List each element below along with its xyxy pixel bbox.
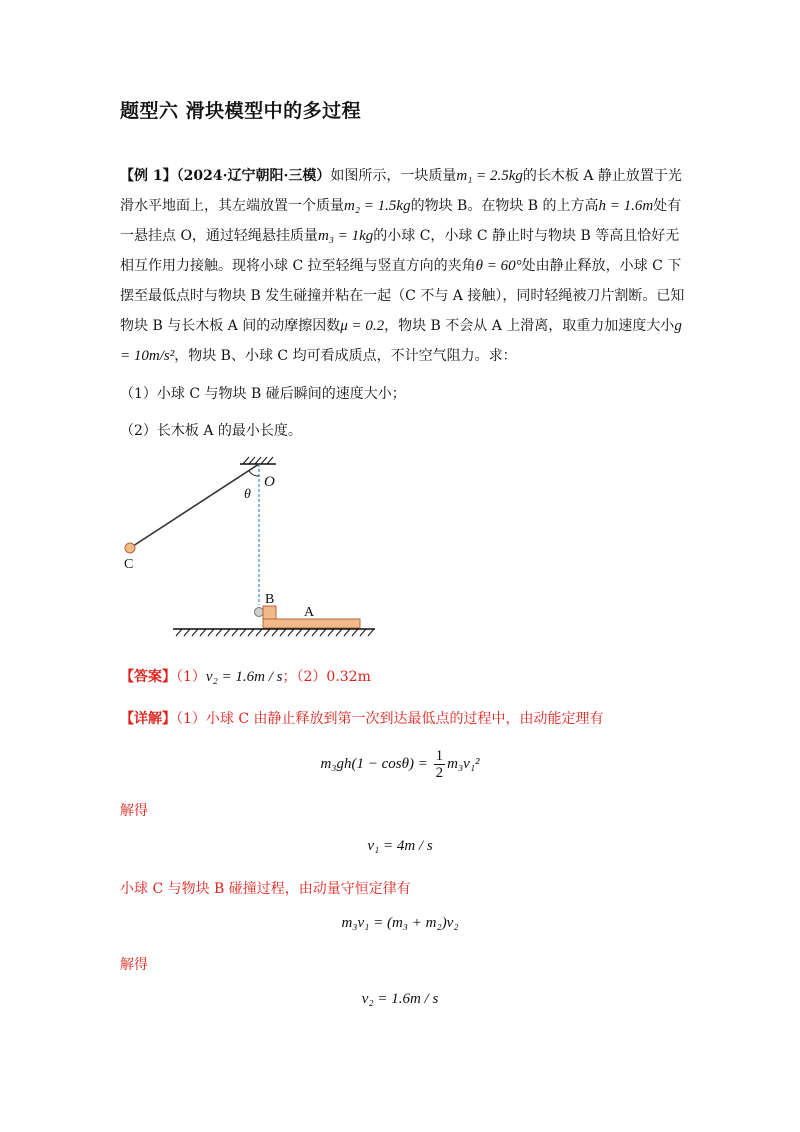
angle-theta: θ = 60° — [475, 258, 522, 274]
label-a: A — [304, 605, 315, 620]
eq1-numerator: 1 — [435, 748, 444, 764]
collision-text: 小球 C 与物块 B 碰撞过程，由动量守恒定律有 — [120, 881, 411, 897]
rope — [130, 464, 259, 548]
problem-text-8: ，物块 B、小球 C 均可看成质点，不计空气阻力。求： — [174, 348, 517, 364]
answer — [120, 666, 371, 686]
eq1-denominator: 2 — [435, 765, 444, 781]
height-h: h = 1.6m — [598, 198, 654, 214]
eq4: v₂ = 1.6m / s — [361, 991, 439, 1007]
section-title: 题型六 滑块模型中的多过程 — [120, 100, 362, 122]
problem-text-7: ，物块 B 不会从 A 上滑离，取重力加速度大小 — [384, 318, 675, 334]
answer-sep: ； — [282, 669, 297, 685]
label-b: B — [265, 592, 275, 607]
problem-text-2: 的长木板 A 静止放置于光滑水平地面上，其左端放置一个质量 — [120, 168, 682, 214]
label-theta: θ — [244, 487, 251, 502]
eq1-fraction — [434, 748, 446, 781]
question-1: （1）小球 C 与物块 B 碰后瞬间的速度大小； — [120, 386, 406, 402]
label-c: C — [124, 557, 134, 572]
ceiling-support — [240, 457, 276, 464]
problem-text-6: 处由静止释放，小球 C 下摆至最低点时与物块 B 发生碰撞并粘在一起（C 不与 A 接触），同时轻绳被刀片割断。已知物块 B 与长木板 A 间的动摩擦因数 — [120, 258, 685, 334]
answer-v2: v₂ = 1.6m / s — [205, 669, 283, 685]
problem-text-5: 的小球 C，小球 C 静止时与物块 B 等高且恰好无相互作用力接触。现将小球 C 拉至轻绳与竖直方向的夹角 — [120, 228, 680, 274]
eq2: v₁ = 4m / s — [367, 838, 433, 854]
mass-m2: m₂ = 1.5kg — [344, 198, 411, 214]
detail-label: 【详解】 — [120, 711, 176, 727]
friction-mu: μ = 0.2 — [340, 318, 385, 334]
eq3: m₃v₁ = (m₃ + m₂)v₂ — [341, 915, 459, 931]
problem-text-4: 处有一悬挂点 O，通过轻绳悬挂质量 — [120, 198, 682, 244]
ball-c — [125, 543, 135, 553]
eq1-left: m₃gh(1 − cosθ) = — [320, 755, 432, 772]
equation-energy — [0, 748, 800, 781]
block-b — [263, 606, 276, 619]
eq1-right: m₃v₁² — [447, 755, 480, 772]
equation-momentum — [0, 915, 800, 932]
problem-text-3: 的物块 B。在物块 B 的上方高 — [410, 198, 599, 214]
answer-label: 【答案】 — [120, 669, 176, 685]
physics-diagram — [110, 450, 390, 640]
equation-v1 — [0, 838, 800, 855]
detail-text: （1）小球 C 由静止释放到第一次到达最低点的过程中，由动能定理有 — [176, 711, 604, 727]
ground — [173, 629, 375, 636]
example-label: 【例 1】 — [120, 168, 177, 184]
problem-text-1: 如图所示，一块质量 — [330, 168, 457, 184]
angle-arc — [249, 471, 259, 476]
equation-v2 — [0, 991, 800, 1008]
solve-label-1: 解得 — [120, 803, 148, 819]
label-o: O — [264, 474, 275, 490]
ball-c-lowest — [255, 608, 264, 617]
problem-source: （2024·辽宁朝阳·三模） — [176, 168, 331, 184]
board-a — [263, 619, 360, 628]
answer-part1: （1） — [176, 669, 206, 685]
solve-label-2: 解得 — [120, 957, 148, 973]
mass-m3: m₃ = 1kg — [317, 228, 374, 244]
detail — [120, 708, 604, 728]
question-2: （2）长木板 A 的最小长度。 — [120, 423, 302, 439]
problem-statement — [120, 161, 685, 371]
answer-part2: （2）0.32m — [296, 669, 371, 685]
gravity-g: g = 10m/s² — [120, 318, 682, 364]
mass-m1: m₁ = 2.5kg — [456, 168, 523, 184]
